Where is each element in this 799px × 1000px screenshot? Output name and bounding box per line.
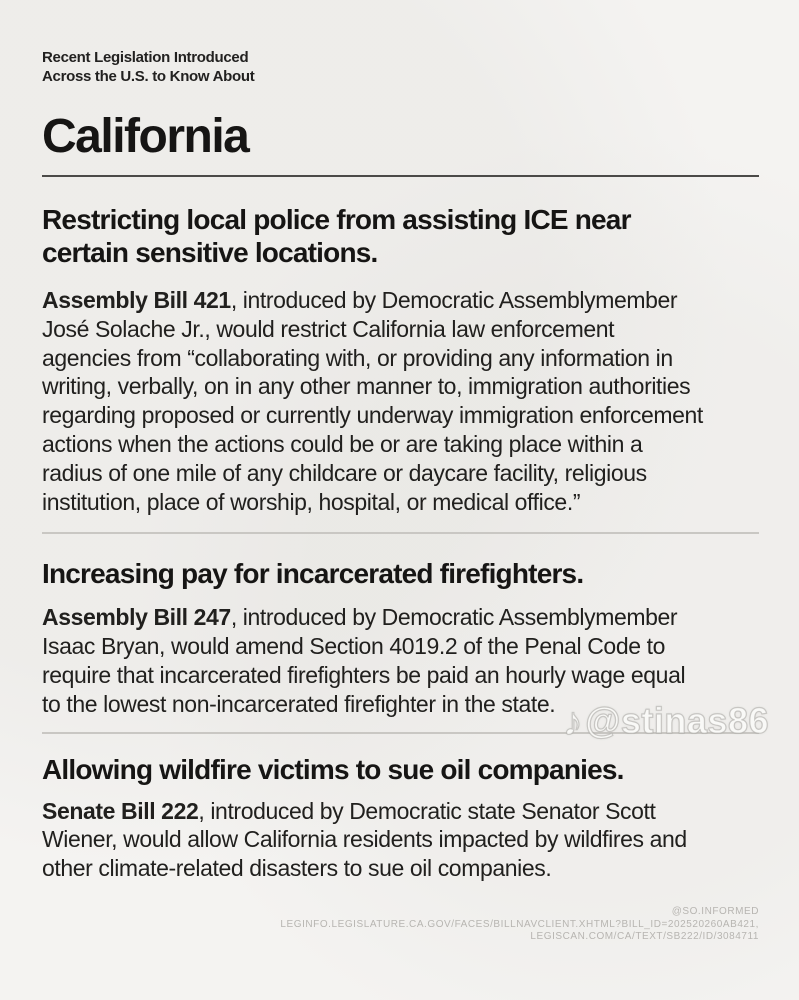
credit-source-url-1: LEGINFO.LEGISLATURE.CA.GOV/FACES/BILLNAVCLIENT.XHTML?BILL_ID=202520260AB421, <box>280 918 759 930</box>
bill-name-sb222: Senate Bill 222 <box>42 797 199 824</box>
paragraph-line: require that incarcerated firefighters be paid an hourly wage equal <box>42 661 686 688</box>
section-paragraph-sb222 <box>42 797 759 883</box>
credit-handle: @SO.INFORMED <box>671 906 759 917</box>
paragraph-line <box>42 797 759 826</box>
section-heading-sb222 <box>42 753 759 786</box>
tiktok-handle: @stinas86 <box>585 700 769 741</box>
paragraph-line: regarding proposed or currently underway immigration enforcement <box>42 402 703 429</box>
paragraph-line: actions when the actions could be or are taking place within a <box>42 430 643 457</box>
paragraph-line: José Solache Jr., would restrict California law enforcement <box>42 315 615 342</box>
paragraph-text: , introduced by Democratic state Senator Scott <box>198 797 656 824</box>
paragraph-line: Wiener, would allow California residents impacted by wildfires and <box>42 826 687 853</box>
section-heading-ab421 <box>42 203 759 269</box>
section-heading-ab247 <box>42 557 759 590</box>
heading-line: Increasing pay for incarcerated firefighters. <box>42 558 584 590</box>
paragraph-line: Isaac Bryan, would amend Section 4019.2 of the Penal Code to <box>42 633 665 660</box>
paragraph-line: other climate-related disasters to sue oil companies. <box>42 855 552 882</box>
bill-name-ab247: Assembly Bill 247 <box>42 604 231 631</box>
divider-dark <box>42 175 759 177</box>
section-ab247 <box>42 557 759 718</box>
paragraph-line <box>42 286 759 315</box>
tiktok-note-icon: ♪ <box>562 700 584 744</box>
paragraph-line <box>42 603 759 632</box>
credit-source-url-2: LEGISCAN.COM/CA/TEXT/SB222/ID/3084711 <box>530 931 759 942</box>
section-ab421 <box>42 203 759 516</box>
heading-line: Allowing wildfire victims to sue oil companies. <box>42 753 624 785</box>
paragraph-line: writing, verbally, on in any other manner to, immigration authorities <box>42 373 691 400</box>
paragraph-text: , introduced by Democratic Assemblymember <box>230 287 678 313</box>
paragraph-line: institution, place of worship, hospital, or medical office.” <box>42 488 581 515</box>
paragraph-line: radius of one mile of any childcare or daycare facility, religious <box>42 459 647 486</box>
paragraph-line: to the lowest non-incarcerated firefighter in the state. <box>42 690 556 717</box>
tiktok-watermark <box>563 700 769 745</box>
bill-name-ab421: Assembly Bill 421 <box>42 287 231 313</box>
source-credit <box>280 906 759 944</box>
paragraph-line: agencies from “collaborating with, or providing any information in <box>42 344 673 371</box>
section-paragraph-ab421 <box>42 286 759 516</box>
eyebrow-line-2: Across the U.S. to Know About <box>42 68 255 85</box>
divider-light <box>42 532 759 534</box>
eyebrow-line-1: Recent Legislation Introduced <box>42 49 249 66</box>
heading-line: certain sensitive locations. <box>42 237 378 268</box>
section-sb222 <box>42 753 759 883</box>
heading-line: Restricting local police from assisting ICE near <box>42 204 631 235</box>
paragraph-text: , introduced by Democratic Assemblymember <box>230 604 678 631</box>
page-title: California <box>42 110 249 163</box>
eyebrow <box>42 48 759 86</box>
